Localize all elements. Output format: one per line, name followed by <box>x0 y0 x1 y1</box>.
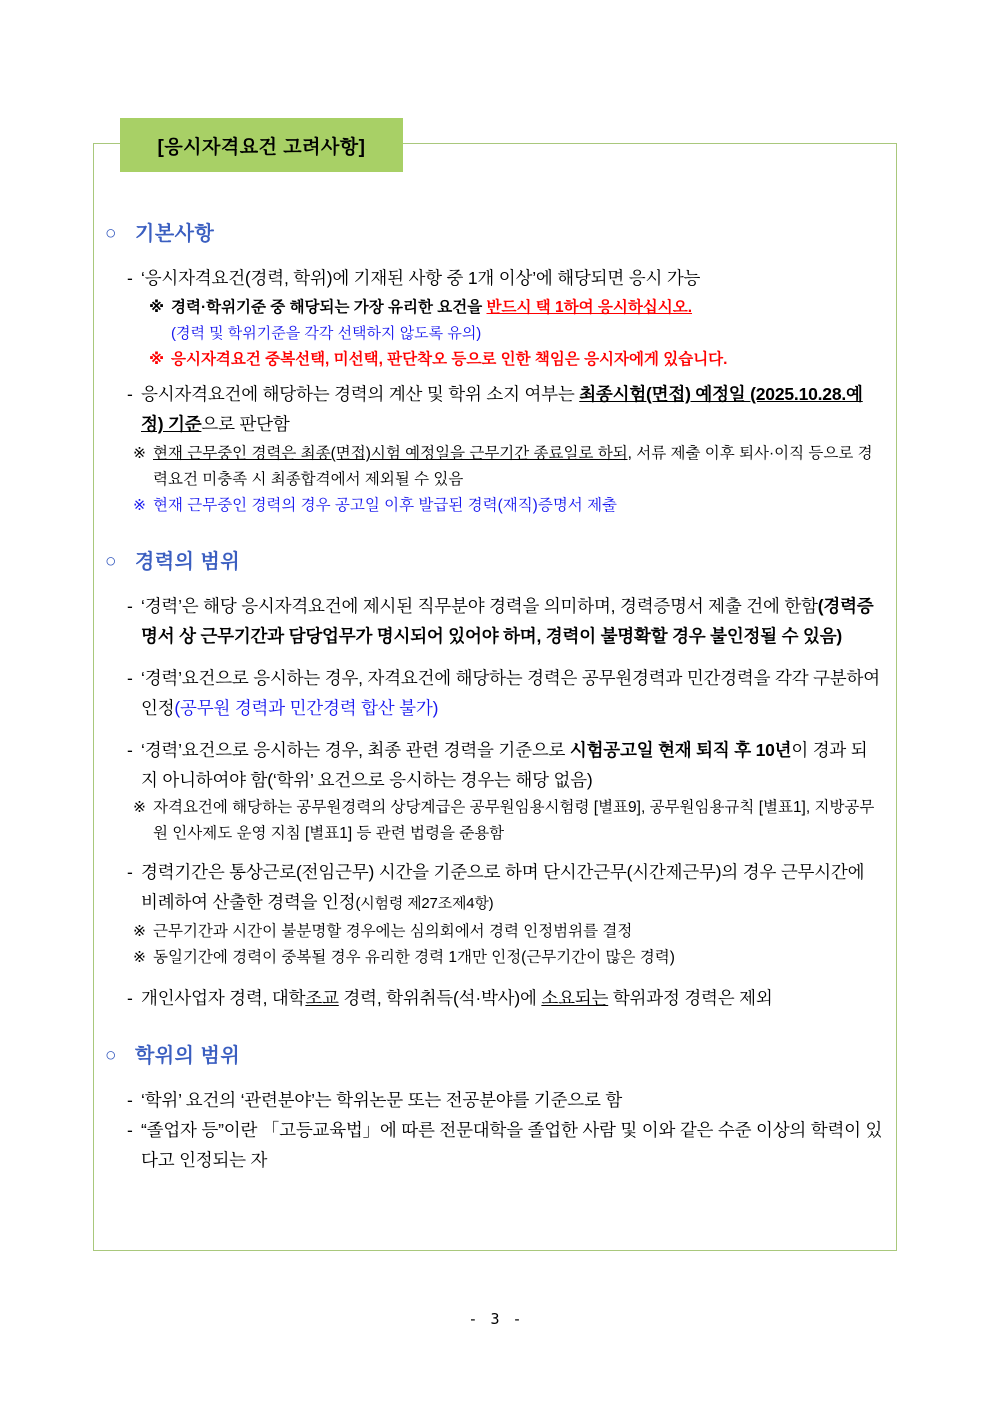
item-text <box>141 862 864 912</box>
text-segment: ‘응시자격요건(경력, 학위)에 기재된 사항 중 1개 이상’에 해당되면 응시 가능 <box>141 268 701 288</box>
text-segment: “졸업자 등”이란 「고등교육법」에 따른 전문대학을 졸업한 사람 및 이와 같은 수준 이상의 학력이 있다고 인정되는 자 <box>141 1120 883 1170</box>
section-heading-label: 경력의 범위 <box>135 551 241 573</box>
section-title-label: [응시자격요건 고려사항] <box>157 136 366 158</box>
list-item <box>105 263 883 293</box>
list-item <box>105 919 883 945</box>
section <box>105 549 883 1013</box>
item-text <box>141 1120 882 1170</box>
bullet-marker: ※ <box>133 949 146 966</box>
item-text <box>141 268 700 288</box>
bullet-marker: ※ <box>133 497 146 514</box>
bullet-marker: - <box>127 596 133 616</box>
list-item <box>105 321 883 347</box>
item-text <box>141 1090 622 1110</box>
text-segment: (경력 및 학위기준을 각각 선택하지 않도록 유의) <box>171 325 482 342</box>
item-text <box>141 988 773 1008</box>
item-text <box>141 668 880 718</box>
bullet-marker: ※ <box>149 351 165 368</box>
text-segment: 서류 제출 이후 퇴사·이직 등으로 경력요건 미충족 시 최종합격에서 제외될 수 있음 <box>153 445 873 488</box>
text-segment: 응시자격요건에 해당하는 경력의 계산 및 학위 소지 여부는 <box>141 384 580 404</box>
page-number: - 3 - <box>468 1310 524 1328</box>
item-text <box>171 299 692 316</box>
circle-marker-icon: ○ <box>105 223 117 244</box>
bullet-marker: ※ <box>133 445 146 462</box>
list-item <box>105 441 883 493</box>
text-segment: 조교 <box>305 988 339 1008</box>
text-segment: ‘경력’요건으로 응시하는 경우, 자격요건에 해당하는 경력은 공무원경력과 민간경력을 각각 구분하여 인정 <box>141 668 880 718</box>
text-segment: 자격요건에 해당하는 공무원경력의 상당계급은 공무원임용시험령 [별표9], 공무원임용규칙 [별표1], 지방공무원 인사제도 운영 지침 [별표1] 등 관련 법령을 준용함 <box>153 799 875 842</box>
section-heading-label: 기본사항 <box>135 223 215 245</box>
item-text <box>153 799 874 842</box>
bullet-marker: - <box>127 862 133 882</box>
text-segment: 근무기간과 시간이 불분명할 경우에는 심의회에서 경력 인정범위를 결정 <box>153 923 633 940</box>
text-segment: (공무원 경력과 민간경력 합산 불가) <box>174 698 439 718</box>
list-item <box>105 663 883 723</box>
list-item <box>105 1085 883 1115</box>
list-item <box>105 1115 883 1175</box>
section-heading <box>105 549 883 575</box>
bullet-marker: - <box>127 1120 133 1140</box>
bullet-marker: - <box>127 1090 133 1110</box>
text-segment: 소요되는 <box>541 988 609 1008</box>
text-segment: 응시자격요건 중복선택, 미선택, 판단착오 등으로 인한 책임은 응시자에게 있습니다. <box>171 351 728 368</box>
text-segment: 경력, 학위취득(석·박사)에 <box>338 988 542 1008</box>
list-item <box>105 379 883 439</box>
section <box>105 221 883 519</box>
text-segment: 개인사업자 경력, 대학 <box>141 988 306 1008</box>
bullet-marker: - <box>127 268 133 288</box>
list-item <box>105 945 883 971</box>
text-segment: ‘학위’ 요건의 ‘관련분야’는 학위논문 또는 전공분야를 기준으로 함 <box>141 1090 623 1110</box>
text-segment: 현재 근무중인 경력은 최종(면접)시험 예정일을 근무기간 종료일로 하되, <box>153 445 632 462</box>
text-segment: 현재 근무중인 경력의 경우 공고일 이후 발급된 경력(재직)증명서 제출 <box>153 497 618 514</box>
section-heading <box>105 1043 883 1069</box>
text-segment: ‘경력’은 해당 응시자격요건에 제시된 직무분야 경력을 의미하며, 경력증명서 제출 건에 한함 <box>141 596 818 616</box>
section-heading <box>105 221 883 247</box>
section <box>105 1043 883 1175</box>
bullet-marker: ※ <box>149 299 165 316</box>
text-segment: 이 경과 되지 아니하여야 함(‘학위’ 요건으로 응시하는 경우는 해당 없음) <box>141 740 868 790</box>
item-text <box>141 596 874 646</box>
section-heading-label: 학위의 범위 <box>135 1045 241 1067</box>
text-segment: 경력·학위기준 중 해당되는 가장 유리한 요건을 <box>171 299 487 316</box>
list-item <box>105 795 883 847</box>
text-segment: 반드시 택 1하여 응시하십시오. <box>486 299 693 316</box>
item-text <box>171 325 481 342</box>
item-text <box>153 923 632 940</box>
bullet-marker: ※ <box>133 799 146 816</box>
list-item <box>105 493 883 519</box>
bullet-marker: ※ <box>133 923 146 940</box>
bullet-marker: - <box>127 988 133 1008</box>
item-text <box>153 497 617 514</box>
list-item <box>105 857 883 919</box>
bullet-marker: - <box>127 740 133 760</box>
list-item <box>105 295 883 321</box>
text-segment: 으로 판단함 <box>201 414 290 434</box>
text-segment: 학위과정 경력은 제외 <box>608 988 773 1008</box>
text-segment: 경력기간은 통상근로(전임근무) 시간을 기준으로 하며 단시간근무(시간제근무)의 경우 근무시간에 비례하여 산출한 경력을 인정 <box>141 862 865 912</box>
text-segment: (시험령 제27조제4항) <box>355 895 494 912</box>
bullet-marker: - <box>127 384 133 404</box>
text-segment: ‘경력’요건으로 응시하는 경우, 최종 관련 경력을 기준으로 <box>141 740 570 760</box>
text-segment: 동일기간에 경력이 중복될 경우 유리한 경력 1개만 인정(근무기간이 많은 경력) <box>153 949 675 966</box>
document-body <box>93 143 897 1251</box>
item-text <box>141 740 868 790</box>
list-item <box>105 983 883 1013</box>
text-segment: (경력증명서 상 근무기간과 담당업무가 명시되어 있어야 하며, 경력이 불명확할 경우 불인정될 수 있음) <box>141 596 874 646</box>
item-text <box>153 949 675 966</box>
circle-marker-icon: ○ <box>105 551 117 572</box>
text-segment: 최종시험(면접) 예정일 (2025.10.28.예정) 기준 <box>141 384 863 434</box>
item-text <box>171 351 727 368</box>
list-item <box>105 735 883 795</box>
list-item <box>105 591 883 651</box>
bullet-marker: - <box>127 668 133 688</box>
text-segment: 시험공고일 현재 퇴직 후 10년 <box>569 740 792 760</box>
item-text <box>141 384 863 434</box>
item-text <box>153 445 873 488</box>
list-item <box>105 347 883 373</box>
section-title-box <box>120 118 403 172</box>
circle-marker-icon: ○ <box>105 1045 117 1066</box>
